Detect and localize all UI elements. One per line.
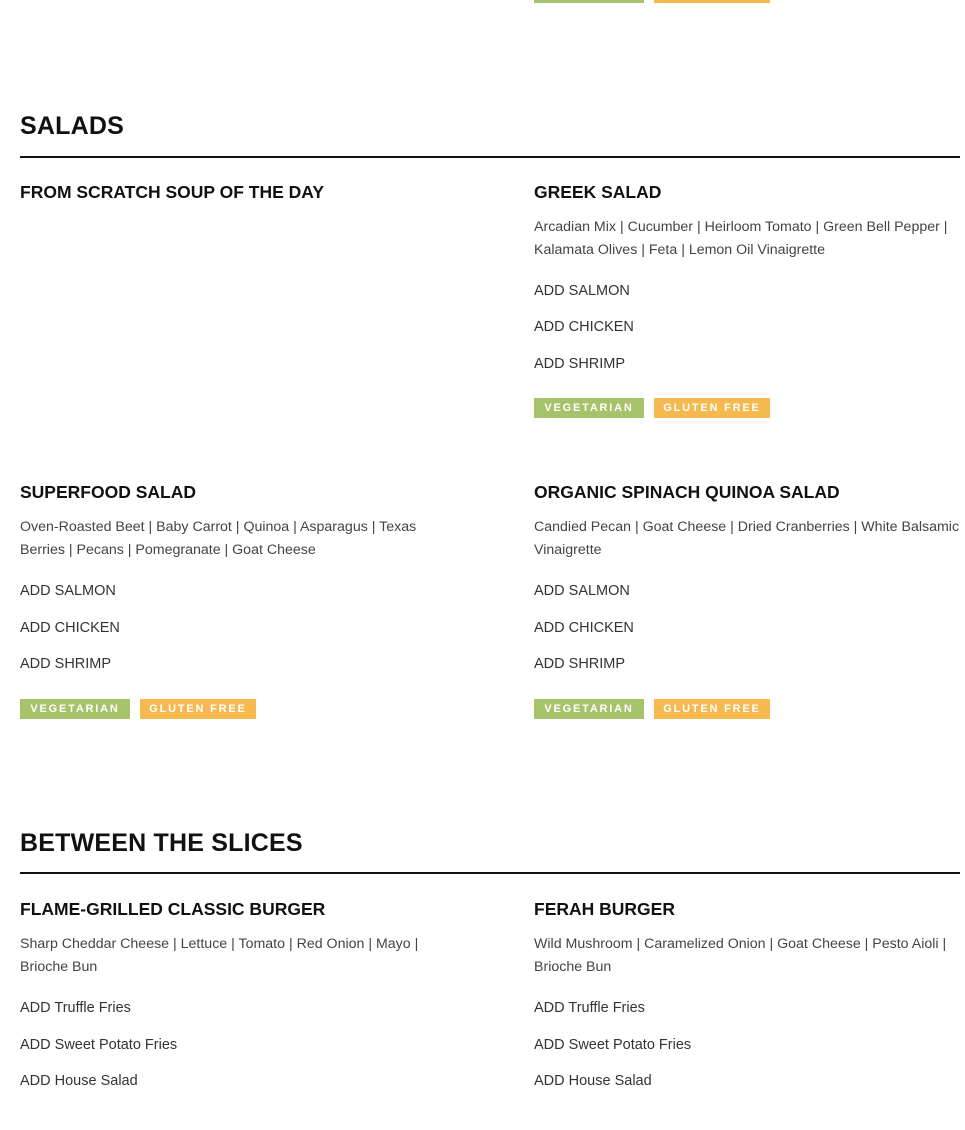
addon-salmon[interactable]: ADD SALMON [20, 583, 116, 599]
item-name: FROM SCRATCH SOUP OF THE DAY [20, 182, 325, 202]
addon-truffle-fries[interactable]: ADD Truffle Fries [534, 1000, 645, 1016]
item-name: FERAH BURGER [534, 899, 675, 919]
addon-chicken[interactable]: ADD CHICKEN [534, 620, 634, 636]
vegetarian-badge: VEGETARIAN [534, 699, 644, 719]
addon-chicken[interactable]: ADD CHICKEN [534, 319, 634, 335]
menu-item-soup [20, 181, 450, 203]
vegetarian-badge-partial [534, 0, 644, 3]
item-name: SUPERFOOD SALAD [20, 482, 196, 502]
addon-truffle-fries[interactable]: ADD Truffle Fries [20, 1000, 131, 1016]
section-divider [20, 872, 960, 874]
salads-section [20, 111, 960, 715]
section-title: SALADS [20, 112, 124, 140]
addon-house-salad[interactable]: ADD House Salad [20, 1073, 138, 1089]
addon-salmon[interactable]: ADD SALMON [534, 283, 630, 299]
item-name: FLAME-GRILLED CLASSIC BURGER [20, 899, 326, 919]
gluten-free-badge: GLUTEN FREE [654, 398, 770, 418]
addon-salmon[interactable]: ADD SALMON [534, 583, 630, 599]
item-description: Sharp Cheddar Cheese | Lettuce | Tomato | Red Onion | Mayo | Brioche Bun [20, 936, 419, 975]
menu-item-classic-burger [20, 898, 450, 1089]
gluten-free-badge: GLUTEN FREE [654, 699, 770, 719]
addon-house-salad[interactable]: ADD House Salad [534, 1073, 652, 1089]
item-name: ORGANIC SPINACH QUINOA SALAD [534, 482, 840, 502]
menu-item-superfood-salad [20, 481, 450, 715]
item-description: Oven-Roasted Beet | Baby Carrot | Quinoa | Asparagus | Texas Berries | Pecans | Pomegranate | Goat Cheese [20, 519, 417, 558]
vegetarian-badge: VEGETARIAN [20, 699, 130, 719]
section-title: BETWEEN THE SLICES [20, 829, 303, 857]
item-name: GREEK SALAD [534, 182, 662, 202]
item-description: Wild Mushroom | Caramelized Onion | Goat Cheese | Pesto Aioli | Brioche Bun [534, 936, 947, 975]
addon-shrimp[interactable]: ADD SHRIMP [534, 356, 626, 372]
section-divider [20, 156, 960, 158]
addon-sweet-potato-fries[interactable]: ADD Sweet Potato Fries [20, 1037, 178, 1053]
addon-chicken[interactable]: ADD CHICKEN [20, 620, 120, 636]
addon-sweet-potato-fries[interactable]: ADD Sweet Potato Fries [534, 1037, 692, 1053]
item-description: Candied Pecan | Goat Cheese | Dried Cranberries | White Balsamic Vinaigrette [534, 519, 960, 558]
gluten-free-badge: GLUTEN FREE [140, 699, 256, 719]
menu-item-ferah-burger [534, 898, 964, 1089]
addon-shrimp[interactable]: ADD SHRIMP [534, 656, 626, 672]
gluten-free-badge-partial [654, 0, 770, 3]
menu-item-spinach-quinoa-salad [534, 481, 964, 715]
between-the-slices-section [20, 828, 960, 1089]
vegetarian-badge: VEGETARIAN [534, 398, 644, 418]
addon-shrimp[interactable]: ADD SHRIMP [20, 656, 112, 672]
item-description: Arcadian Mix | Cucumber | Heirloom Tomato | Green Bell Pepper | Kalamata Olives | Feta | Lemon Oil Vinaigrette [534, 219, 948, 258]
menu-item-greek-salad [534, 181, 964, 414]
